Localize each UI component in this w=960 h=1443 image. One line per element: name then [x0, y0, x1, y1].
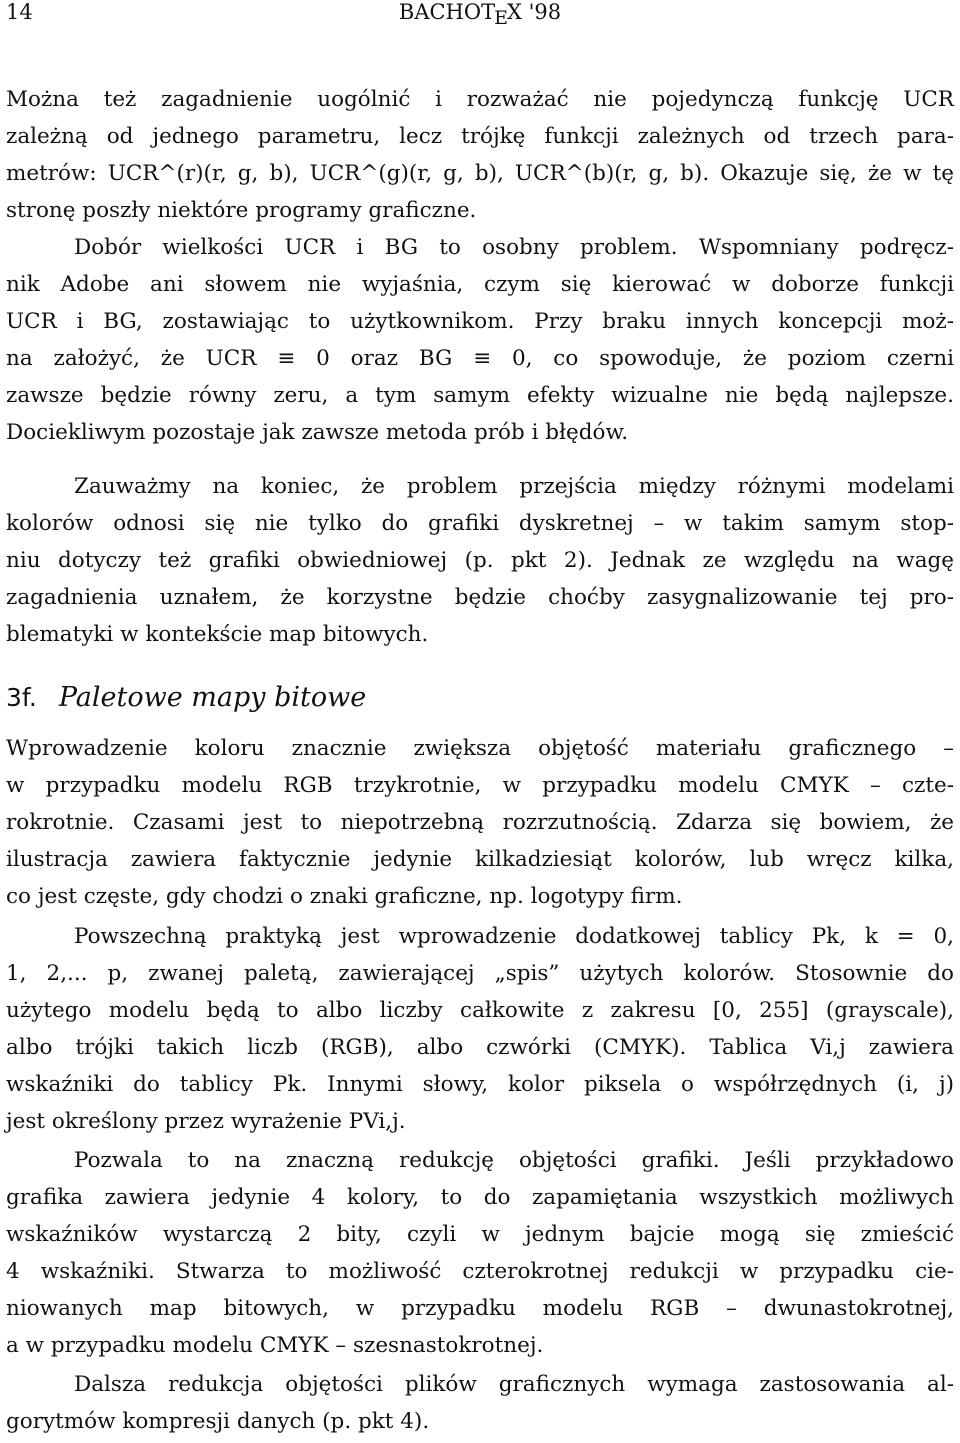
- text-line: blematyki w kontekście map bitowych.: [6, 622, 429, 647]
- text-line: co jest częste, gdy chodzi o znaki graficzne, np. logotypy firm.: [6, 884, 683, 909]
- text-line: Dociekliwym pozostaje jak zawsze metoda prób i błędów.: [6, 420, 629, 445]
- text-line: zagadnienia uznałem, że korzystne będzie choćby zasygnalizowanie tej pro-: [6, 585, 954, 610]
- text-line: wskaźniki do tablicy Pk. Innymi słowy, kolor piksela o współrzędnych (i, j): [6, 1072, 954, 1097]
- text-line: albo trójki takich liczb (RGB), albo czwórki (CMYK). Tablica Vi,j zawiera: [6, 1035, 954, 1060]
- text-line: ilustracja zawiera faktycznie jedynie kilkadziesiąt kolorów, lub wręcz kilka,: [6, 847, 954, 872]
- running-head-pre: BACHOT: [398, 0, 496, 24]
- text-line: gorytmów kompresji danych (p. pkt 4).: [6, 1409, 430, 1434]
- text-line: Powszechną praktyką jest wprowadzenie dodatkowej tablicy Pk, k = 0,: [74, 924, 954, 949]
- text-line: zależną od jednego parametru, lecz trójkę funkcji zależnych od trzech para-: [6, 124, 954, 149]
- page-number: 14: [6, 0, 33, 24]
- text-line: jest określony przez wyrażenie PVi,j.: [6, 1109, 406, 1134]
- text-line: zawsze będzie równy zeru, a tym samym efekty wizualne nie będą najlepsze.: [6, 383, 954, 408]
- text-line: UCR i BG, zostawiając to użytkownikom. Przy braku innych koncepcji moż-: [6, 309, 954, 334]
- text-line: niowanych map bitowych, w przypadku modelu RGB – dwunastokrotnej,: [6, 1296, 954, 1321]
- text-line: 4 wskaźniki. Stwarza to możliwość czterokrotnej redukcji w przypadku cie-: [6, 1259, 954, 1284]
- text-line: grafika zawiera jedynie 4 kolory, to do zapamiętania wszystkich możliwych: [6, 1185, 954, 1210]
- section-heading: [6, 680, 366, 716]
- text-line: nik Adobe ani słowem nie wyjaśnia, czym się kierować w doborze funkcji: [6, 272, 954, 297]
- text-line: niu dotyczy też grafiki obwiedniowej (p. pkt 2). Jednak ze względu na wagę: [6, 548, 954, 573]
- text-line: metrów: UCR^(r)(r, g, b), UCR^(g)(r, g, b), UCR^(b)(r, g, b). Okazuje się, że w tę: [6, 161, 954, 186]
- text-line: na założyć, że UCR ≡ 0 oraz BG ≡ 0, co spowoduje, że poziom czerni: [6, 346, 954, 371]
- running-head-post: X '98: [506, 0, 562, 24]
- text-line: użytego modelu będą to albo liczby całkowite z zakresu [0, 255] (grayscale),: [6, 998, 954, 1023]
- text-line: Pozwala to na znaczną redukcję objętości grafiki. Jeśli przykładowo: [74, 1148, 954, 1173]
- page-header: [6, 0, 954, 29]
- text-line: Wprowadzenie koloru znacznie zwiększa objętość materiału graficznego –: [6, 736, 954, 761]
- text-line: Dalsza redukcja objętości plików graficznych wymaga zastosowania al-: [74, 1372, 954, 1397]
- text-line: a w przypadku modelu CMYK – szesnastokrotnej.: [6, 1333, 544, 1358]
- text-line: Zauważmy na koniec, że problem przejścia między różnymi modelami: [74, 474, 954, 499]
- text-line: w przypadku modelu RGB trzykrotnie, w przypadku modelu CMYK – czte-: [6, 773, 954, 798]
- section-title: Paletowe mapy bitowe: [58, 682, 367, 713]
- text-line: Dobór wielkości UCR i BG to osobny problem. Wspomniany podręcz-: [74, 235, 954, 260]
- text-line: kolorów odnosi się nie tylko do grafiki dyskretnej – w takim samym stop-: [6, 511, 954, 536]
- text-line: stronę poszły niektóre programy graficzne.: [6, 198, 477, 223]
- text-line: Można też zagadnienie uogólnić i rozważać nie pojedynczą funkcję UCR: [6, 87, 954, 112]
- running-head: [6, 0, 954, 29]
- text-line: 1, 2,... p, zwanej paletą, zawierającej „spis” użytych kolorów. Stosownie do: [6, 961, 954, 986]
- section-number: 3f.: [6, 683, 37, 712]
- text-line: rokrotnie. Czasami jest to niepotrzebną rozrzutnością. Zdarza się bowiem, że: [6, 810, 954, 835]
- running-head-lowered-e: E: [494, 7, 508, 29]
- text-line: wskaźników wystarczą 2 bity, czyli w jednym bajcie mogą się zmieścić: [6, 1222, 954, 1247]
